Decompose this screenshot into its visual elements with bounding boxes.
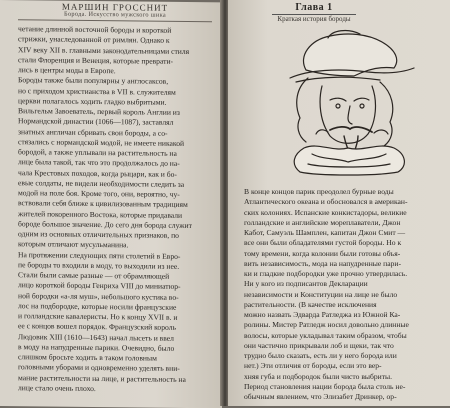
text-line: головными уборами и одновременно уделять вни- [18, 362, 180, 374]
text-line: пе бороды то входили в моду, то выходили из нее. [18, 259, 180, 271]
text-line: чала Крестовых походов, когда рыцари, как и бо- [18, 167, 177, 179]
text-line: лос на подбородке, которые носили французские [18, 300, 177, 312]
text-line: Период становления нации борода была столь не- [244, 381, 406, 391]
running-head [18, 2, 212, 22]
right-page [228, 0, 450, 406]
text-line: стали Флоренция и Венеция, которые преврати- [18, 54, 174, 66]
text-line: XIV веку XII в. главными законодательницами стиля [18, 44, 190, 56]
text-line: стязались с нормандской модой, не имеете никакой [18, 136, 185, 148]
text-line: лице была такой, так что это продолжалось до на- [18, 157, 180, 169]
text-line: В конце концов парик преодолел бурные воды [244, 187, 394, 196]
text-line: жителей покоренного Востока, которые придавали [18, 208, 183, 220]
text-line: лицо короткой бороды Генриха VIII до миниатюр- [18, 280, 181, 292]
text-line: евые солдаты, не видели необходимости следить за [18, 177, 185, 189]
text-line: бороде большое значение. До сего дня борода служит [18, 218, 192, 230]
text-line: слишком бросьте ходить в таком головным [18, 352, 157, 363]
text-line: одним из основных отличительных признаков, по [18, 229, 179, 240]
chapter-subtitle: Краткая история бороды [277, 15, 351, 23]
text-line: независимости и Конституции на лице не было [244, 289, 398, 299]
text-line: и голландские кавалеристы. Но к концу XVII в. и [18, 311, 178, 322]
author-name: МАРШИН ГРОССНИТ [61, 1, 169, 13]
text-line: На протяжении следующих пяти столетий в Евро- [18, 249, 181, 261]
text-line: можно назвать Эдварда Ратледжа из Южной Ка- [244, 310, 401, 319]
left-page [0, 0, 222, 408]
text-line: ских колониях. Испанские конкистадоры, великие [244, 207, 407, 217]
left-body-text [18, 24, 212, 395]
text-line: нет.) Эти отличия от бороды, если это вер- [244, 361, 382, 371]
right-body-text [244, 187, 440, 402]
text-line: тому времени, когда колонии были готовы объя- [244, 248, 401, 258]
text-line: церкви полагалось ходить гладко выбритыми. [18, 95, 167, 107]
text-line: Стали были самые разные — от обрамляющей [18, 270, 170, 281]
text-line: ее с концов вошел порядок. Французский король [18, 321, 176, 333]
text-line: мание растительности на лице, и растительность на [18, 372, 186, 384]
text-line: вить независимость, мода на напудренные пари- [244, 258, 401, 268]
text-line: Кабот, Самуэль Шамплен, капитан Джон Смит — [244, 228, 406, 237]
text-line: стрижки, унаследованной от римлян. Однако к [18, 34, 170, 46]
bearded-man-portrait-illustration [268, 26, 423, 176]
text-line: в моду на напудренные парики. Очевидно, было [18, 341, 175, 353]
text-line: модой на поле боя. Кроме того, они, вероятно, чу- [18, 188, 180, 199]
text-line: лице стало очень плохо. [18, 382, 96, 393]
text-line: бородой, а также уплывали на растительность на [18, 147, 177, 158]
text-line: трудно было сказать, есть ли у него борода или [244, 351, 397, 360]
text-line: но с приходом христианства в VII в. служителям [18, 85, 176, 97]
chapter-heading [264, 2, 364, 23]
text-line: растительности. (В качестве исключения [244, 299, 377, 309]
text-line: хняя губа и подбородок были чисто выбриты. [244, 371, 393, 381]
text-line: ки и гладкие подбородки уже прочно утвердилась. [244, 269, 408, 278]
text-line: Атлантического океана и обосновался в американ- [244, 197, 408, 207]
text-line: голландские и английские мореплаватели, Джон [244, 217, 401, 227]
text-line: знатных англичан сбривать свои бороды, а со- [18, 126, 168, 138]
text-line: они частично прикрывали лоб и щеки, так что [244, 340, 394, 350]
text-line: Бороды также были популярны у англосаксов, [18, 75, 169, 87]
text-line: Людовик XIII (1610—1643) начал лысеть и ввел [18, 331, 174, 343]
text-line: все они были обладателями густой бороды. Но к [244, 238, 402, 248]
text-line: Ни у кого из подписантов Декларации [244, 279, 368, 289]
text-line: ролины. Мистер Ратледж носил довольно длинные [244, 320, 409, 330]
text-line: лись в центры моды в Европе. [18, 65, 116, 76]
text-line: Вильгельм Завоеватель, первый король Англии из [18, 106, 180, 117]
chapter-title: Глава 1 [295, 2, 333, 13]
text-line: волосы, которые укладывал таким образом, чтобы [244, 330, 407, 340]
text-line: вствовали себя ближе к цивилизованным традициям [18, 198, 188, 210]
text-line: Нормандской династии (1066—1087), заставлял [18, 116, 174, 128]
text-line: четание длинной восточной бороды и короткой [18, 24, 172, 35]
text-line: обычным явлением, что Элизабет Дринкер, ор- [244, 392, 397, 401]
text-line: ной бородки «а-ля муш», небольшого кустика во- [18, 290, 179, 302]
book-title: Борода. Искусство мужского шика [64, 11, 166, 20]
text-line: которым отличают мусульманина. [18, 239, 129, 250]
